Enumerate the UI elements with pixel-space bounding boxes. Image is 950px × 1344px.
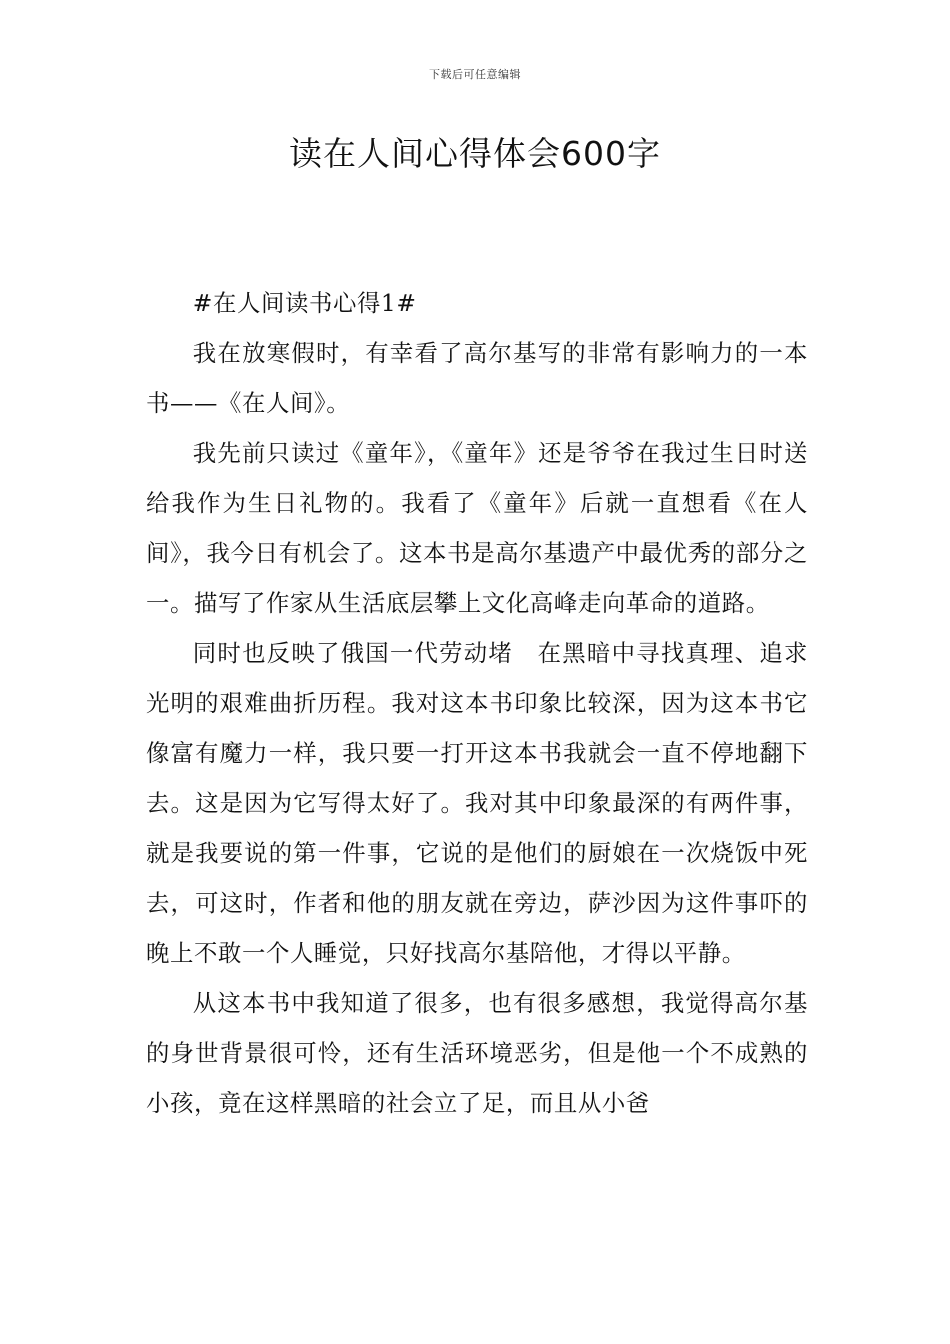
document-body: [146, 278, 808, 1128]
header-note: 下载后可任意编辑: [429, 68, 521, 81]
document-title: 读在人间心得体会600字: [289, 134, 661, 173]
paragraph: 我在放寒假时，有幸看了高尔基写的非常有影响力的一本书——《在人间》。: [146, 339, 808, 417]
paragraph: 我先前只读过《童年》，《童年》还是爷爷在我过生日时送给我作为生日礼物的。我看了《童年》后就一直想看《在人间》，我今日有机会了。这本书是高尔基遗产中最优秀的部分之一。描写了作家从生活底层攀上文化高峰走向革命的道路。: [146, 439, 808, 617]
paragraph: 从这本书中我知道了很多，也有很多感想，我觉得高尔基的身世背景很可怜，还有生活环境恶劣，但是他一个不成熟的小孩，竟在这样黑暗的社会立了足，而且从小爸: [146, 989, 808, 1117]
paragraph: 同时也反映了俄国一代劳动堵 在黑暗中寻找真理、追求光明的艰难曲折历程。我对这本书印象比较深，因为这本书它像富有魔力一样，我只要一打开这本书我就会一直不停地翻下去。这是因为它写得太好了。我对其中印象最深的有两件事，就是我要说的第一件事，它说的是他们的厨娘在一次烧饭中死去，可这时，作者和他的朋友就在旁边，萨沙因为这件事吓的晚上不敢一个人睡觉，只好找高尔基陪他，才得以平静。: [146, 639, 808, 967]
paragraph-heading: #在人间读书心得1#: [192, 289, 417, 317]
